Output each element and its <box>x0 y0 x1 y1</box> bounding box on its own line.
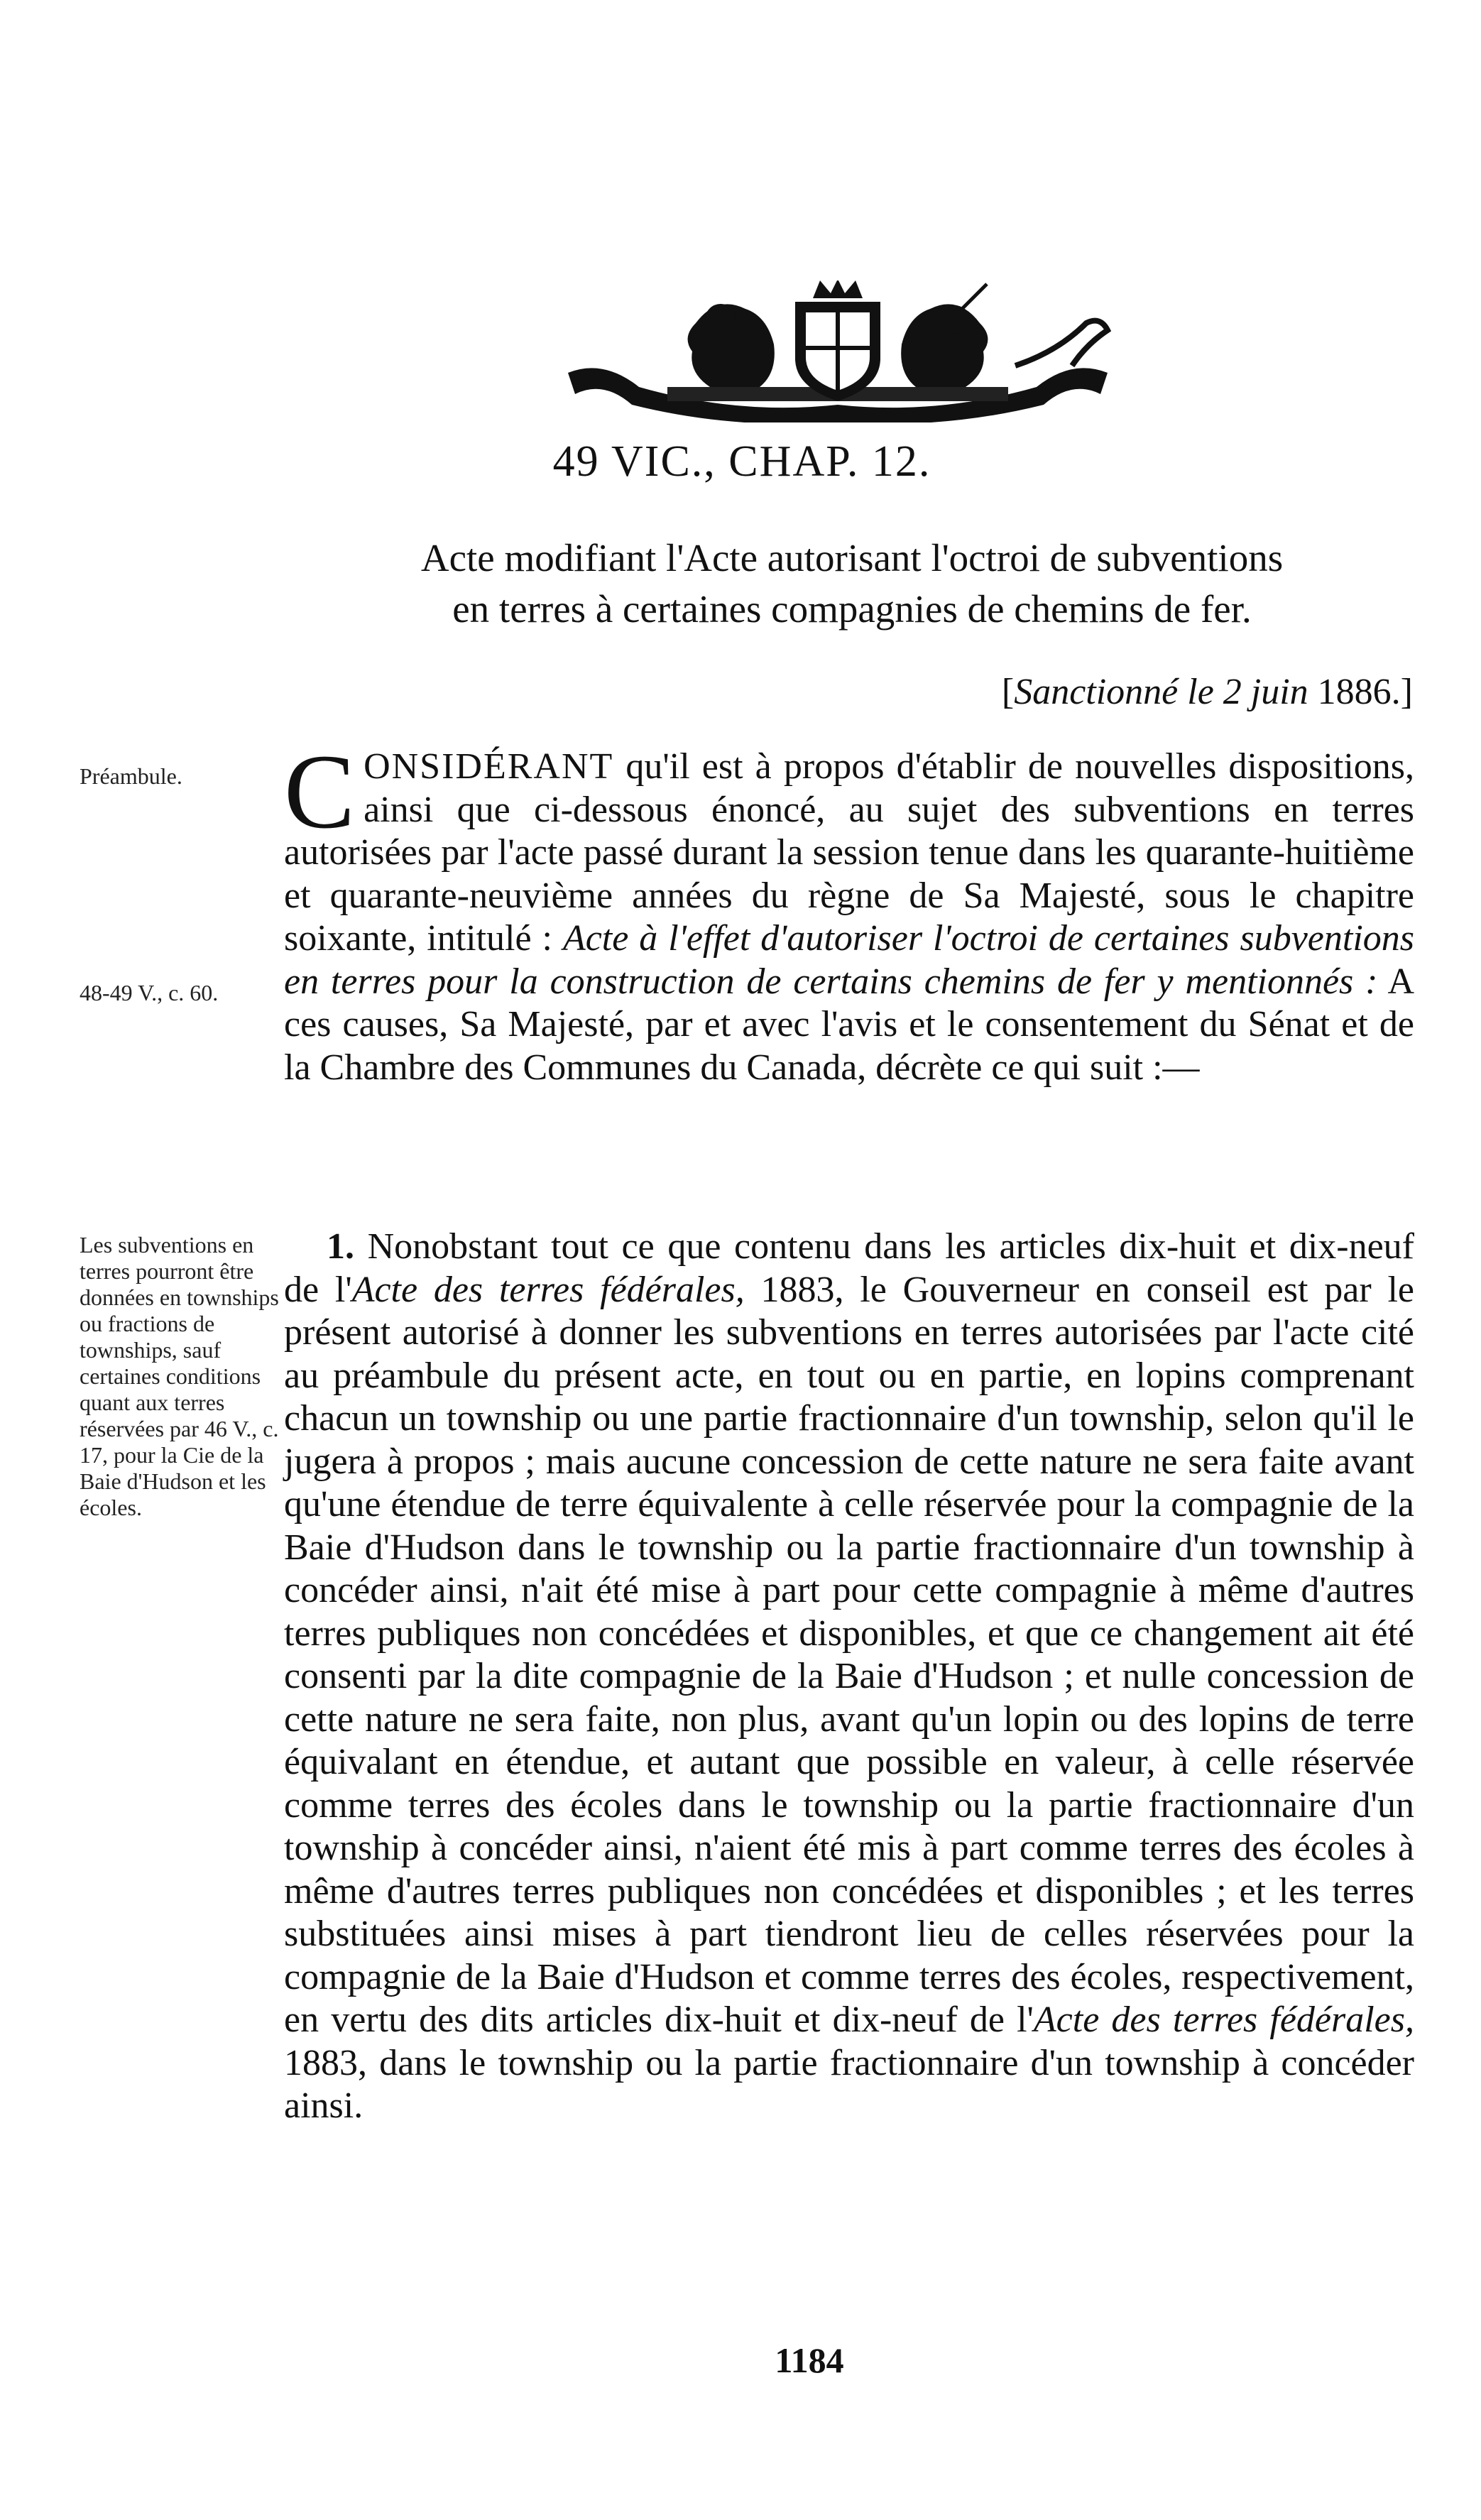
act-title-line-1: Acte modifiant l'Acte autorisant l'octroi de subventions <box>420 536 1284 579</box>
act-title-line-2: en terres à certaines compagnies de chemins de fer. <box>452 587 1252 631</box>
sanction-bracket: [ <box>1001 672 1015 712</box>
preamble-lead-word: ONSIDÉRANT <box>364 746 614 787</box>
preamble-act-citation: Acte à l'effet d'autoriser l'octroi de certaines subventions en terres pour la construction de certains chemins de fer y mentionnés : <box>284 918 1415 1002</box>
margin-note-section-1: Les subventions en terres pourront être données en townships ou fractions de townships, sauf certaines conditions quant aux terres réservées par 46 V., c. 17, pour la Cie de la Baie d'Hudson et les écoles. <box>80 1232 279 1520</box>
section-number: 1. <box>327 1226 354 1267</box>
act-title <box>284 533 1420 635</box>
page-number: 1184 <box>775 2340 844 2380</box>
preamble-paragraph <box>284 733 1415 1089</box>
drop-cap: C <box>284 733 356 851</box>
royal-coat-of-arms-icon <box>561 280 1115 422</box>
section-1-paragraph <box>284 1226 1414 2128</box>
section-1-text-1: Nonobstant tout ce que contenu dans les articles dix-huit et dix-neuf de l' <box>284 1226 1414 1310</box>
section-1-text-2: 1883, le Gouverneur en conseil est par le présent autorisé à donner les subventions en terres autorisées par l'acte cité au préambule du présent acte, en tout ou en partie, en lopins comprenant chacun un township ou une partie fractionnaire d'un township, selon qu'il le jugera à propos ; mais aucune concession de cette nature ne sera faite avant qu'une étendue de terre équivalente à celle réservée pour la compagnie de la Baie d'Hudson dans le township ou la partie fractionnaire d'un township à concéder ainsi, n'ait été mise à part pour cette compagnie à même d'autres terres publiques non concédées et disponibles, et que ce changement ait été consenti par la dite compagnie de la Baie d'Hudson ; et nulle concession de cette nature ne sera faite, non plus, avant qu'un lopin ou des lopins de terre équivalant en étendue, et autant que possible en valeur, à celle réservée comme terres des écoles dans le township ou la partie fractionnaire d'un township à concéder ainsi, n'aient été mis à part comme terres des écoles à même d'autres terres publiques non concédées et disponibles ; et les terres substituées ainsi mises à part tiendront lieu de celles réservées pour la compagnie de la Baie d'Hudson et comme terres des écoles, respectivement, en vertu des dits articles dix-huit et dix-neuf de l' <box>284 1269 1414 2040</box>
chapter-title: 49 VIC., CHAP. 12. <box>552 437 931 486</box>
sanction-label: Sanctionné le 2 juin <box>1014 672 1308 712</box>
margin-note-preamble: Préambule. <box>80 763 182 789</box>
section-1-citation-2: Acte des terres fédérales, <box>1033 2000 1414 2040</box>
section-1-text-3: 1883, dans le township ou la partie fractionnaire d'un township à concéder ainsi. <box>284 2042 1414 2126</box>
section-1-citation-1: Acte des terres fédérales, <box>351 1269 745 1310</box>
sanction-date <box>284 671 1413 713</box>
preamble-text-2: A ces causes, Sa Majesté, par et avec l'avis et le consentement du Sénat et de la Chambre des Communes du Canada, décrète ce qui suit :— <box>284 961 1415 1088</box>
preamble-text-1: qu'il est à propos d'établir de nouvelles dispositions, ainsi que ci-dessous énoncé, au sujet des subventions en terres autorisées par l'acte passé durant la session tenue dans les quarante-huitième et quarante-neuvième années du règne de Sa Majesté, sous le chapitre soixante, intitulé : <box>284 746 1414 959</box>
sanction-year: 1886.] <box>1308 672 1413 712</box>
margin-note-reference: 48-49 V., c. 60. <box>80 980 219 1005</box>
